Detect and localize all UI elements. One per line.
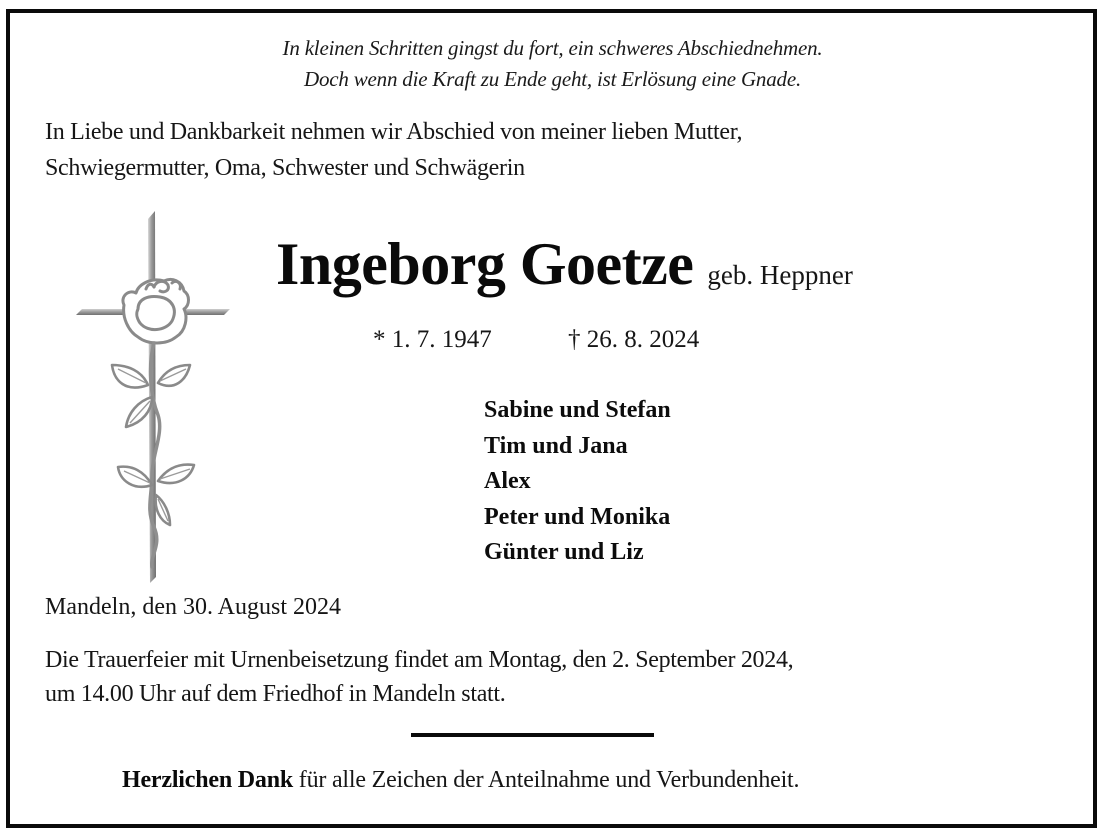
mourner-item: Sabine und Stefan [484, 397, 671, 423]
mourner-item: Günter und Liz [484, 539, 644, 565]
thanks-rest: für alle Zeichen der Anteilnahme und Verbundenheit. [293, 767, 800, 793]
motto-line-1: In kleinen Schritten gingst du fort, ein schweres Abschiednehmen. [282, 36, 823, 60]
death-date: † 26. 8. 2024 [568, 326, 700, 353]
thanks-line [122, 762, 799, 798]
ceremony-line-1: Die Trauerfeier mit Urnenbeisetzung findet am Montag, den 2. September 2024, [45, 647, 794, 673]
birth-date: * 1. 7. 1947 [373, 326, 492, 353]
ceremony-line-2: um 14.00 Uhr auf dem Friedhof in Mandeln statt. [45, 681, 506, 707]
cross-with-rose-icon [72, 205, 237, 585]
place-and-date: Mandeln, den 30. August 2024 [45, 594, 341, 620]
deceased-heading [276, 228, 853, 300]
motto-line-2: Doch wenn die Kraft zu Ende geht, ist Erlösung eine Gnade. [303, 67, 801, 91]
thanks-bold: Herzlichen Dank [122, 767, 293, 793]
mourner-item: Alex [484, 468, 531, 494]
intro-line-1: In Liebe und Dankbarkeit nehmen wir Abschied von meiner lieben Mutter, [45, 119, 743, 145]
mourner-item: Peter und Monika [484, 503, 671, 530]
deceased-name: Ingeborg Goetze [276, 231, 694, 297]
intro-line-2: Schwiegermutter, Oma, Schwester und Schwägerin [45, 155, 525, 181]
separator-line [411, 733, 654, 737]
mourner-item: Tim und Jana [484, 432, 628, 459]
mourners-list [484, 393, 671, 571]
maiden-name: geb. Heppner [707, 260, 853, 290]
